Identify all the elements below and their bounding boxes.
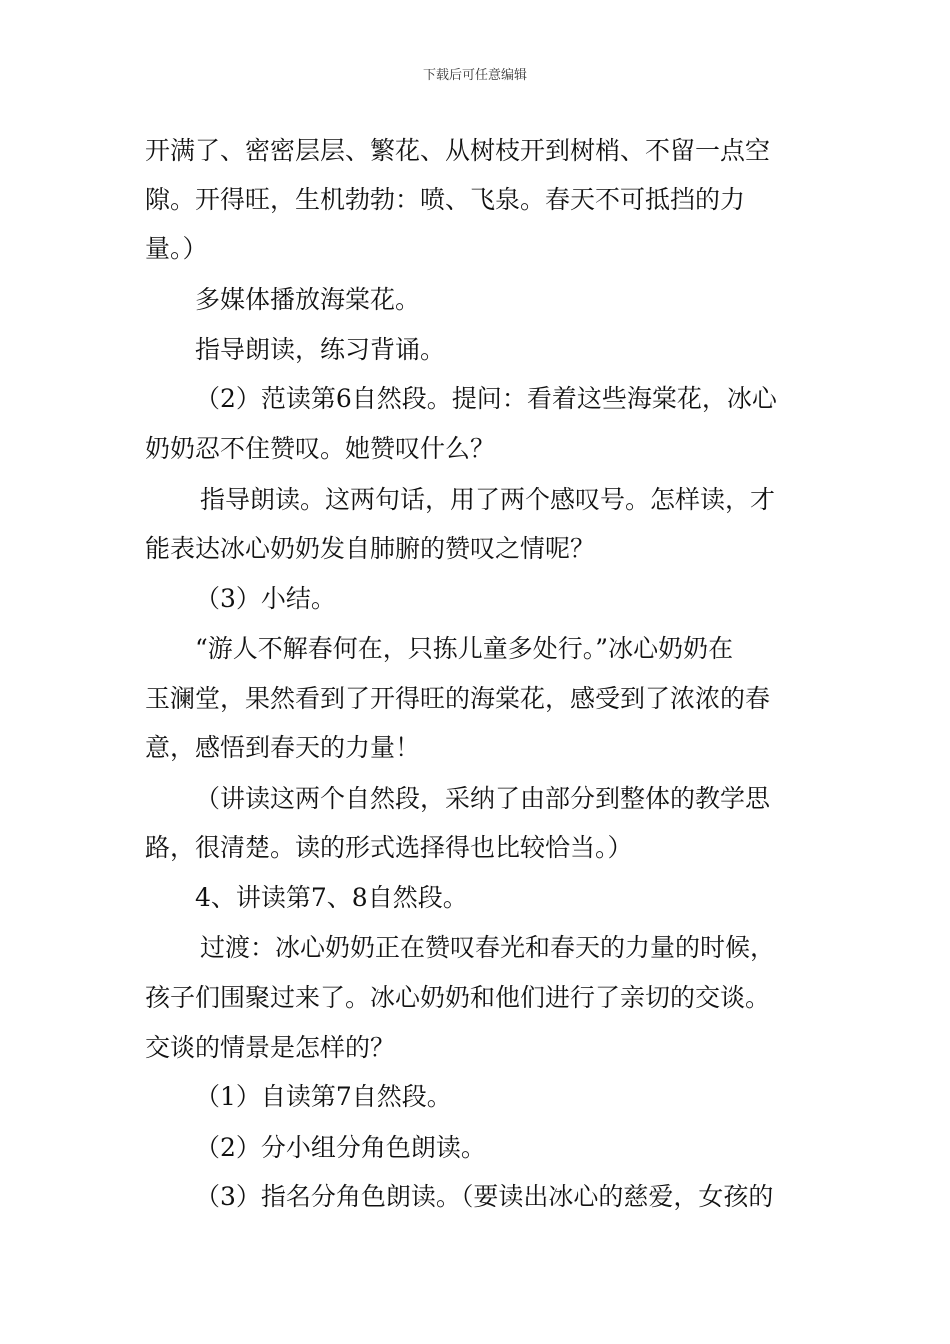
text-line: 交谈的情景是怎样的？	[145, 1033, 396, 1062]
text-line: 意，感悟到春天的力量！	[145, 733, 421, 762]
text-line: 隙。开得旺，生机勃勃：喷、飞泉。春天不可抵挡的力	[145, 185, 746, 214]
text-line: （3）指名分角色朗读。（要读出冰心的慈爱，女孩的	[195, 1182, 774, 1211]
text-line: （讲读这两个自然段，采纳了由部分到整体的教学思	[195, 784, 771, 813]
text-line: 孩子们围聚过来了。冰心奶奶和他们进行了亲切的交谈。	[145, 983, 771, 1012]
text-line: 指导朗读。这两句话，用了两个感叹号。怎样读，才	[200, 485, 776, 514]
text-line: “游人不解春何在，只拣儿童多处行。”冰心奶奶在	[195, 634, 734, 663]
text-line: （2）分小组分角色朗读。	[195, 1133, 486, 1162]
text-line: 玉澜堂，果然看到了开得旺的海棠花，感受到了浓浓的春	[145, 684, 771, 713]
text-line: 过渡：冰心奶奶正在赞叹春光和春天的力量的时候，	[200, 933, 776, 962]
text-line: 4、讲读第7、8自然段。	[195, 883, 468, 912]
text-line: 能表达冰心奶奶发自肺腑的赞叹之情呢？	[145, 534, 596, 563]
text-line: 量。）	[145, 234, 208, 263]
text-line: 奶奶忍不住赞叹。她赞叹什么？	[145, 434, 496, 463]
text-line: 多媒体播放海棠花。	[195, 285, 421, 314]
text-line: 指导朗读，练习背诵。	[195, 335, 446, 364]
text-line: 开满了、密密层层、繁花、从树枝开到树梢、不留一点空	[145, 136, 771, 165]
text-line: （1）自读第7自然段。	[195, 1082, 452, 1111]
page-header: 下载后可任意编辑	[422, 68, 527, 83]
text-line: （3）小结。	[195, 584, 336, 613]
text-line: 路，很清楚。读的形式选择得也比较恰当。）	[145, 833, 633, 862]
text-line: （2）范读第6自然段。提问：看着这些海棠花，冰心	[195, 384, 777, 413]
